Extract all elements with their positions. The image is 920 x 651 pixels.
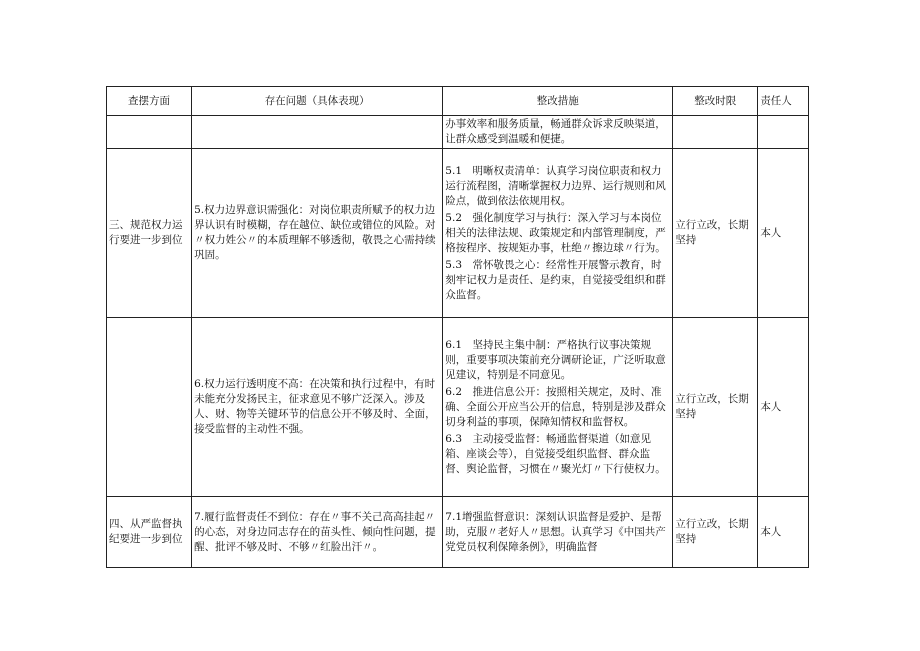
header-issue: 存在问题（具体表现）	[192, 87, 443, 116]
measure-item: 7.1增强监督意识：深刻认识监督是爱护、是帮助，克服〃老好人〃思想。认真学习《中国共产党党员权利保障条例》，明确监督	[445, 510, 666, 553]
row-aspect	[107, 318, 192, 497]
table-row	[107, 318, 809, 497]
row-measures	[443, 497, 673, 568]
header-measure: 整改措施	[443, 87, 673, 116]
row-aspect	[107, 116, 192, 149]
measure-item: 5.3 常怀敬畏之心：经常性开展警示教育，时刻牢记权力是责任、是约束，自觉接受组织和群众监督。	[445, 258, 666, 301]
row-owner: 本人	[758, 149, 809, 318]
row-issue: 5.权力边界意识需强化：对岗位职责所赋予的权力边界认识有时模糊，存在越位、缺位或错位的风险。对〃权力姓公〃的本质理解不够透彻，敬畏之心需持续巩固。	[192, 149, 443, 318]
row-deadline: 立行立改，长期坚持	[673, 149, 758, 318]
row-issue: 6.权力运行透明度不高：在决策和执行过程中，有时未能充分发扬民主，征求意见不够广泛深入。涉及人、财、物等关键环节的信息公开不够及时、全面，接受监督的主动性不强。	[192, 318, 443, 497]
row-deadline	[673, 116, 758, 149]
row-measures	[443, 149, 673, 318]
row-measures	[443, 318, 673, 497]
rectification-table	[106, 86, 809, 568]
table-row	[107, 149, 809, 318]
header-row	[107, 87, 809, 116]
row-deadline: 立行立改，长期坚持	[673, 497, 758, 568]
measure-item: 5.2 强化制度学习与执行：深入学习与本岗位相关的法律法规、政策规定和内部管理制度，严格按程序、按规矩办事，杜绝〃擦边球〃行为。	[445, 211, 666, 254]
table-row	[107, 116, 809, 149]
row-deadline: 立行立改，长期坚持	[673, 318, 758, 497]
measure-item: 6.1 坚持民主集中制：严格执行议事决策规则，重要事项决策前充分调研论证，广泛听取意见建议，特别是不同意见。	[445, 338, 666, 381]
header-aspect: 查摆方面	[107, 87, 192, 116]
header-deadline: 整改时限	[673, 87, 758, 116]
row-measures	[443, 116, 673, 149]
measure-item: 5.1 明晰权责清单：认真学习岗位职责和权力运行流程图，清晰掌握权力边界、运行规则和风险点，做到依法依规用权。	[445, 164, 666, 207]
row-owner: 本人	[758, 318, 809, 497]
measure-item: 6.2 推进信息公开：按照相关规定，及时、准确、全面公开应当公开的信息，特别是涉及群众切身利益的事项，保障知情权和监督权。	[445, 385, 666, 428]
header-owner: 责任人	[758, 87, 809, 116]
row-issue: 7.履行监督责任不到位：存在〃事不关己高高挂起〃的心态，对身边同志存在的苗头性、倾向性问题，提醒、批评不够及时、不够〃红脸出汗〃。	[192, 497, 443, 568]
row-issue	[192, 116, 443, 149]
row-owner	[758, 116, 809, 149]
table-row	[107, 497, 809, 568]
row-owner: 本人	[758, 497, 809, 568]
measure-item: 6.3 主动接受监督：畅通监督渠道（如意见箱、座谈会等），自觉接受组织监督、群众监督、舆论监督，习惯在〃聚光灯〃下行使权力。	[445, 432, 666, 475]
row-aspect: 三、规范权力运行要进一步到位	[107, 149, 192, 318]
measure-item: 办事效率和服务质量，畅通群众诉求反映渠道，让群众感受到温暖和便捷。	[445, 118, 666, 145]
row-aspect: 四、从严监督执纪要进一步到位	[107, 497, 192, 568]
